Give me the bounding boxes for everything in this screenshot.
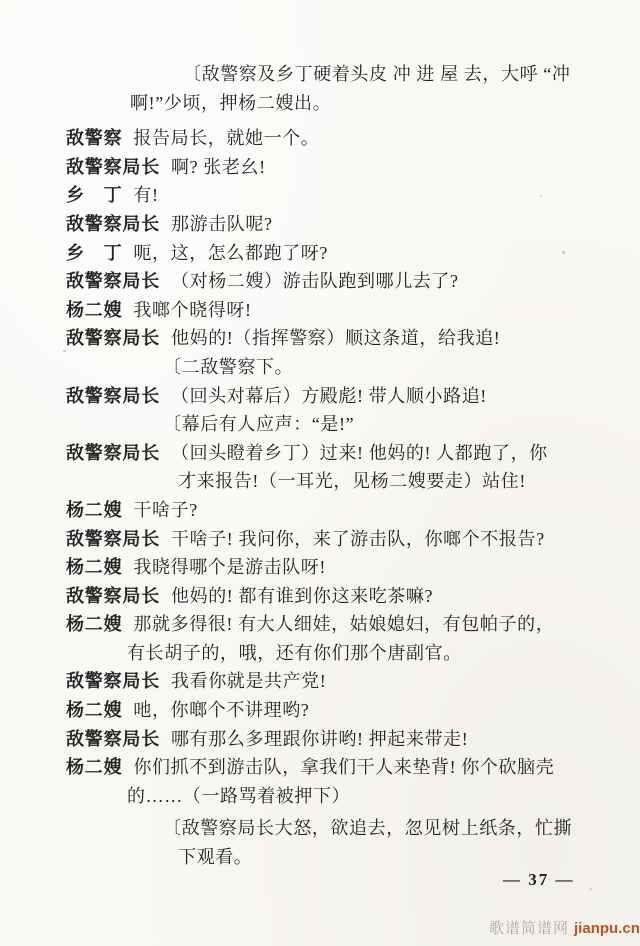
line-text: 有长胡子的，哦，还有你们那个唐副官。	[127, 642, 462, 663]
script-line	[66, 582, 620, 611]
line-text: 〔敌警察局长大怒，欲追去，忽见树上纸条，忙撕	[163, 818, 573, 839]
line-text: 你们抓不到游击队，拿我们干人来垫背! 你个砍脑壳	[133, 757, 555, 778]
line-text: （回头瞪着乡丁）过来! 他妈的! 人都跑了，你	[171, 442, 548, 463]
speaker-name: 杨二嫂	[66, 700, 123, 721]
speaker-name: 敌警察局长	[66, 442, 160, 463]
stage-direction-continuation	[66, 843, 620, 872]
line-text: 他妈的!（指挥警察）顺这条道，给我追!	[171, 328, 501, 349]
script-line	[66, 525, 620, 554]
script-line	[66, 124, 620, 153]
stage-direction	[66, 814, 620, 843]
watermark-site-domain: jianpu.cn	[574, 920, 640, 937]
speaker-name: 敌警察局长	[66, 585, 160, 606]
line-text: 报告局长，就她一个。	[133, 128, 320, 149]
speaker-name: 敌警察局长	[66, 156, 160, 177]
script-line	[66, 181, 620, 210]
script-line	[66, 553, 620, 582]
script-line	[66, 210, 620, 239]
stage-direction	[66, 353, 620, 382]
script-line	[66, 382, 620, 411]
line-text: 干啥子?	[133, 499, 198, 520]
stage-direction	[66, 60, 620, 89]
line-text: 我看你就是共产党!	[171, 671, 327, 692]
speaker-name: 敌警察局长	[66, 271, 160, 292]
page-number: — 37 —	[503, 870, 575, 889]
line-text: 那就多得很! 有大人细娃，姑娘媳妇，有包帕子的，	[133, 614, 555, 635]
speaker-name: 敌警察局长	[66, 385, 160, 406]
speaker-name: 杨二嫂	[66, 557, 123, 578]
speaker-name: 杨二嫂	[66, 614, 123, 635]
line-text: 他妈的! 都有谁到你这来吃茶嘛?	[171, 585, 434, 606]
script-line	[66, 439, 620, 468]
script-line	[66, 753, 620, 782]
line-text: 啊!”少顷，押杨二嫂出。	[130, 92, 332, 113]
scan-speck	[63, 350, 66, 352]
speaker-name: 敌警察局长	[66, 728, 160, 749]
line-text: 〔敌警察及乡丁硬着头皮 冲 进 屋 去，大呼 “冲	[183, 64, 571, 84]
script-line	[66, 696, 620, 725]
scan-speck	[590, 888, 592, 890]
watermark-site-name: 歌谱简谱网	[489, 920, 570, 937]
line-text: 才来报告!（一耳光，见杨二嫂要走）站住!	[178, 471, 526, 492]
line-text: 吔，你啷个不讲理哟?	[133, 700, 310, 721]
script-line	[66, 324, 620, 353]
script-line	[66, 267, 620, 296]
dialogue-continuation	[66, 467, 620, 496]
dialogue-continuation	[66, 639, 620, 668]
dialogue-continuation	[66, 782, 620, 811]
line-text: （回头对幕后）方殿彪! 带人顺小路追!	[171, 385, 487, 406]
line-text: 的……（一路骂着被押下）	[127, 785, 351, 806]
speaker-name: 乡 丁	[66, 242, 123, 263]
line-text: 有!	[133, 185, 159, 206]
stage-direction	[66, 410, 620, 439]
speaker-name: 杨二嫂	[66, 757, 123, 778]
speaker-name: 敌警察局长	[66, 528, 160, 549]
speaker-name: 敌警察局长	[66, 328, 160, 349]
script-line	[66, 239, 620, 268]
speaker-name: 杨二嫂	[66, 499, 123, 520]
script-line	[66, 725, 620, 754]
line-text: 下观看。	[178, 847, 253, 868]
script-line	[66, 667, 620, 696]
script-line	[66, 610, 620, 639]
script-text-block	[66, 60, 620, 872]
scan-speck	[540, 195, 542, 197]
stage-direction-continuation	[66, 89, 620, 118]
line-text: 〔幕后有人应声：“是!”	[163, 414, 355, 435]
line-text: 我啷个晓得呀!	[133, 299, 252, 320]
line-text: 干啥子! 我问你，来了游击队，你啷个不报告?	[171, 528, 545, 549]
line-text: 啊? 张老幺!	[171, 156, 266, 177]
speaker-name: 乡 丁	[66, 185, 123, 206]
line-text: 〔二敌警察下。	[163, 356, 294, 377]
speaker-name: 杨二嫂	[66, 299, 123, 320]
script-line	[66, 296, 620, 325]
script-line	[66, 153, 620, 182]
scan-speck	[562, 251, 565, 254]
line-text: 我晓得哪个是游击队呀!	[133, 557, 326, 578]
watermark	[489, 917, 640, 938]
speaker-name: 敌警察局长	[66, 671, 160, 692]
speaker-name: 敌警察局长	[66, 213, 160, 234]
line-text: 呃，这，怎么都跑了呀?	[133, 242, 328, 263]
line-text: （对杨二嫂）游击队跑到哪儿去了?	[171, 271, 459, 292]
speaker-name: 敌警察	[66, 128, 123, 149]
line-text: 那游击队呢?	[171, 213, 273, 234]
script-line	[66, 496, 620, 525]
line-text: 哪有那么多理跟你讲哟! 押起来带走!	[171, 728, 469, 749]
